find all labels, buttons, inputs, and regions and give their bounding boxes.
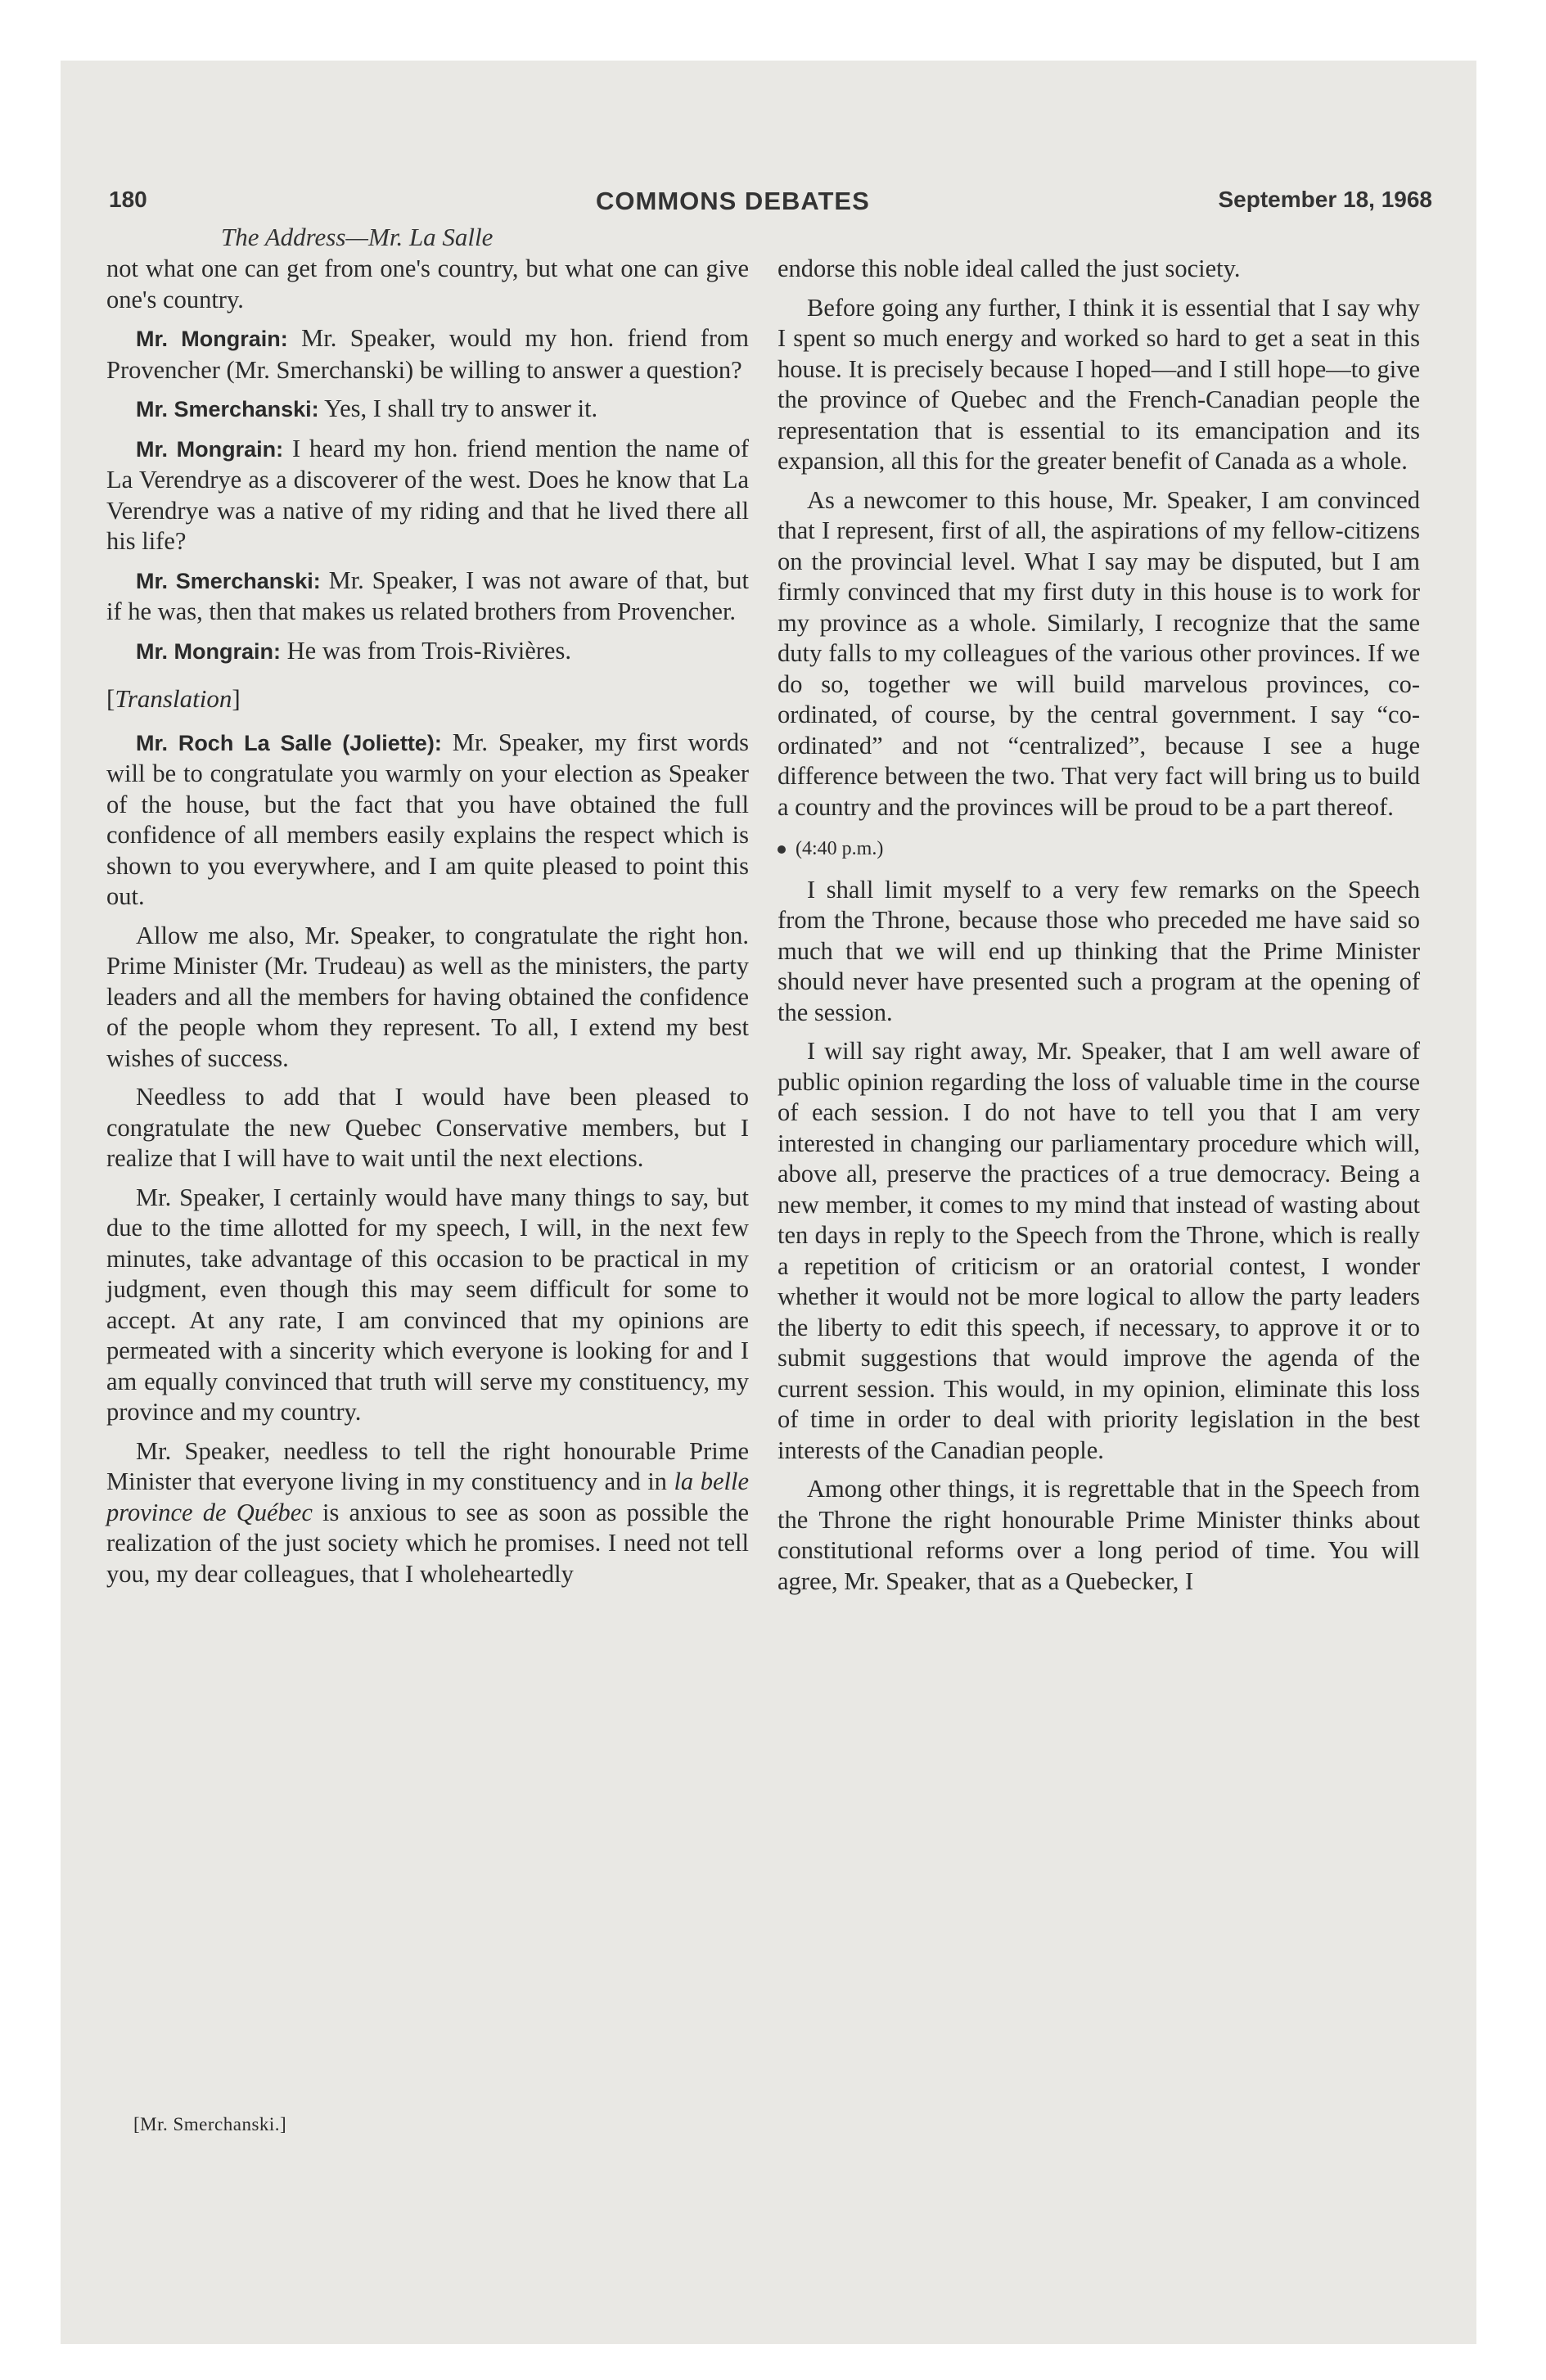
- speech-text: Mr. Speaker, needless to tell the right honourable Prime Minister that everyone living in my constituency and in: [106, 1436, 749, 1495]
- speech-text: Mr. Speaker, I was not aware of that, but if he was, then that makes us related brothers from Provencher.: [106, 566, 750, 625]
- italic-phrase: la belle province de Québec: [106, 1467, 749, 1526]
- speech-text: He was from Trois-Rivières.: [286, 636, 571, 665]
- bullet-icon: [778, 845, 786, 854]
- paragraph: [106, 394, 749, 426]
- paragraph: [106, 566, 749, 628]
- page-date: September 18, 1968: [1218, 187, 1432, 212]
- speaker-name: Mr. Roch La Salle (Joliette):: [136, 730, 442, 755]
- speech-text: Mr. Speaker, would my hon. friend from Provencher (Mr. Smerchanski) be willing to answer a question?: [106, 324, 749, 384]
- paragraph: Needless to add that I would have been pleased to congratulate the new Quebec Conservative members, but I realize that I will have to wait until the next elections.: [106, 1083, 749, 1172]
- paragraph: [106, 728, 749, 913]
- speaker-name: Mr. Smerchanski:: [136, 568, 321, 593]
- publication-title: COMMONS DEBATES: [596, 187, 870, 215]
- paragraph: Mr. Speaker, I certainly would have many things to say, but due to the time allotted for my speech, I will, in the next few minutes, take advantage of this occasion to be practical in my judgment, even though this may seem difficult for some to accept. At any rate, I am convinced that my opinions are permeated with a sincerity which everyone is looking for and I am equally convinced that truth will serve my constituency, my province and my country.: [106, 1183, 749, 1426]
- paragraph: endorse this noble ideal called the just society.: [778, 255, 1241, 282]
- speech-text: Mr. Speaker, my first words will be to congratulate you warmly on your election as Speaker of the house, but the fact that you have obtained the full confidence of all members easily explains the respect which is shown to you everywhere, and I am quite pleased to point this out.: [106, 728, 749, 910]
- paragraph: [106, 434, 749, 557]
- speech-text: I heard my hon. friend mention the name of La Verendrye as a discoverer of the west. Does he know that La Verendrye was a native of my riding and that he lived there all his life?: [106, 434, 749, 555]
- speaker-name: Mr. Mongrain:: [136, 436, 284, 462]
- left-column: [106, 254, 749, 1598]
- translation-label: Translation: [115, 684, 232, 713]
- paragraph: As a newcomer to this house, Mr. Speaker, I am convinced that I represent, first of all, the aspirations of my fellow-citizens on the provincial level. What I say may be disputed, but I am firmly convinced that my first duty in this house is to work for my province as a whole. Similarly, I recognize that the same duty falls to my colleagues of the various other provinces. If we do so, together we will build marvelous provinces, co-ordinated, of course, by the central government. I say “co-ordinated” and not “centralized”, because I see a huge difference between the two. That very fact will bring us to build a country and the provinces will be proud to be a part thereof.: [778, 485, 1420, 821]
- paragraph: Before going any further, I think it is essential that I say why I spent so much energy and worked so hard to get a seat in this house. It is precisely because I hoped—and I still hope—to give the province of Quebec and the French-Canadian people the representation that is essential to its emancipation and its expansion, all this for the greater benefit of Canada as a whole.: [778, 293, 1420, 475]
- translation-note: [Translation]: [106, 684, 241, 713]
- speech-text: Yes, I shall try to answer it.: [324, 394, 598, 422]
- speaker-name: Mr. Smerchanski:: [136, 397, 319, 421]
- running-head: The Address—Mr. La Salle: [221, 223, 494, 251]
- paragraph: not what one can get from one's country, but what one can give one's country.: [106, 255, 749, 313]
- speaker-name: Mr. Mongrain:: [136, 638, 281, 664]
- paragraph: [106, 636, 749, 668]
- speech-text: is anxious to see as soon as possible the realization of the just society which he promises. I need not tell you, my dear colleagues, that I wholeheartedly: [106, 1498, 750, 1588]
- time-marker: [778, 834, 1420, 865]
- paragraph: [106, 323, 749, 385]
- time-marker-text: (4:40 p.m.): [796, 838, 884, 859]
- right-column: [778, 254, 1420, 1605]
- paragraph: Among other things, it is regrettable that in the Speech from the Throne the right honourable Prime Minister thinks about constitutional reforms over a long period of time. You will agree, Mr. Speaker, that as a Quebecker, I: [778, 1475, 1420, 1595]
- page-number: 180: [109, 187, 147, 212]
- paragraph: I will say right away, Mr. Speaker, that I am well aware of public opinion regarding the loss of valuable time in the course of each session. I do not have to tell you that I am very interested in changing our parliamentary procedure which will, above all, preserve the practices of a true democracy. Being a new member, it comes to my mind that instead of wasting about ten days in reply to the Speech from the Throne, which is really a repetition of criticism or an oratorial contest, I wonder whether it would not be more logical to allow the party leaders the liberty to edit this speech, if necessary, to approve it or to submit suggestions that would improve the agenda of the current session. This would, in my opinion, eliminate this loss of time in order to deal with priority legislation in the best interests of the Canadian people.: [778, 1037, 1420, 1464]
- speaker-name: Mr. Mongrain:: [136, 327, 288, 351]
- paragraph: [106, 1436, 749, 1590]
- footer-note: [Mr. Smerchanski.]: [133, 2114, 287, 2134]
- paragraph: I shall limit myself to a very few remarks on the Speech from the Throne, because those who preceded me have said so much that we will end up thinking that the Prime Minister should never have presented such a program at the opening of the session.: [778, 875, 1420, 1026]
- paragraph: Allow me also, Mr. Speaker, to congratulate the right hon. Prime Minister (Mr. Trudeau) as well as the ministers, the party leaders and all the members for having obtained the confidence of the people whom they represent. To all, I extend my best wishes of success.: [106, 921, 749, 1072]
- page-header: [109, 187, 1432, 219]
